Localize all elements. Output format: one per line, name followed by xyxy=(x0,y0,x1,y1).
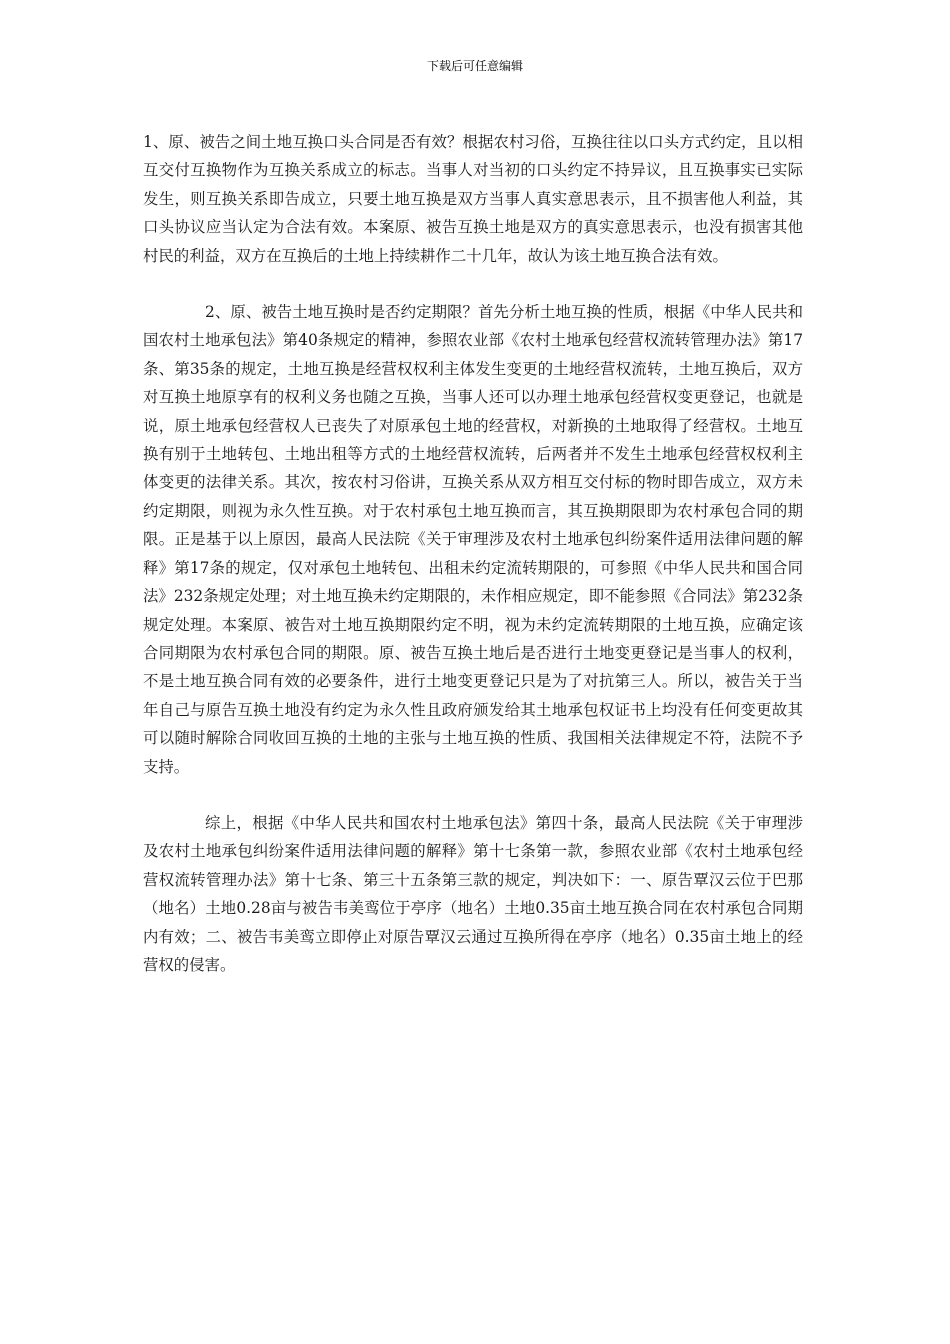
paragraph-validity-of-oral-contract: 1、原、被告之间土地互换口头合同是否有效？根据农村习俗，互换往往以口头方式约定，且以相互交付互换物作为互换关系成立的标志。当事人对当初的口头约定不持异议，且互换事实已实际发生，则互换关系即告成立，只要土地互换是双方当事人真实意思表示，且不损害他人利益，其口头协议应当认定为合法有效。本案原、被告互换土地是双方的真实意思表示，也没有损害其他村民的利益，双方在互换后的土地上持续耕作二十几年，故认为该土地互换合法有效。 xyxy=(143,133,803,265)
document-body xyxy=(143,128,803,1007)
paragraph-exchange-term: 2、原、被告土地互换时是否约定期限？首先分析土地互换的性质，根据《中华人民共和国农村土地承包法》第40条规定的精神，参照农业部《农村土地承包经营权流转管理办法》第17条、第35条的规定，土地互换是经营权权利主体发生变更的土地经营权流转，土地互换后，双方对互换土地原享有的权利义务也随之互换，当事人还可以办理土地承包经营权变更登记，也就是说，原土地承包经营权人已丧失了对原承包土地的经营权，对新换的土地取得了经营权。土地互换有别于土地转包、土地出租等方式的土地经营权流转，后两者并不发生土地承包经营权权利主体变更的法律关系。其次，按农村习俗讲，互换关系从双方相互交付标的物时即告成立，双方未约定期限，则视为永久性互换。对于农村承包土地互换而言，其互换期限即为农村承包合同的期限。正是基于以上原因，最高人民法院《关于审理涉及农村土地承包纠纷案件适用法律问题的解释》第17条的规定，仅对承包土地转包、出租未约定流转期限的，可参照《中华人民共和国合同法》232条规定处理；对土地互换未约定期限的，未作相应规定，即不能参照《合同法》第232条规定处理。本案原、被告对土地互换期限约定不明，视为未约定流转期限的土地互换，应确定该合同期限为农村承包合同的期限。原、被告互换土地后是否进行土地变更登记是当事人的权利，不是土地互换合同有效的必要条件，进行土地变更登记只是为了对抗第三人。所以，被告关于当年自己与原告互换土地没有约定为永久性且政府颁发给其土地承包权证书上均没有任何变更故其可以随时解除合同收回互换的土地的主张与土地互换的性质、我国相关法律规定不符，法院不予支持。 xyxy=(143,303,803,776)
page-header: 下载后可任意编辑 xyxy=(426,59,523,73)
paragraph-judgment: 综上，根据《中华人民共和国农村土地承包法》第四十条，最高人民法院《关于审理涉及农村土地承包纠纷案件适用法律问题的解释》第十七条第一款，参照农业部《农村土地承包经营权流转管理办法》第十七条、第三十五条第三款的规定，判决如下：一、原告覃汉云位于巴那（地名）土地0.28亩与被告韦美鸾位于亭序（地名）土地0.35亩土地互换合同在农村承包合同期内有效；二、被告韦美鸾立即停止对原告覃汉云通过互换所得在亭序（地名）0.35亩土地上的经营权的侵害。 xyxy=(143,813,803,974)
